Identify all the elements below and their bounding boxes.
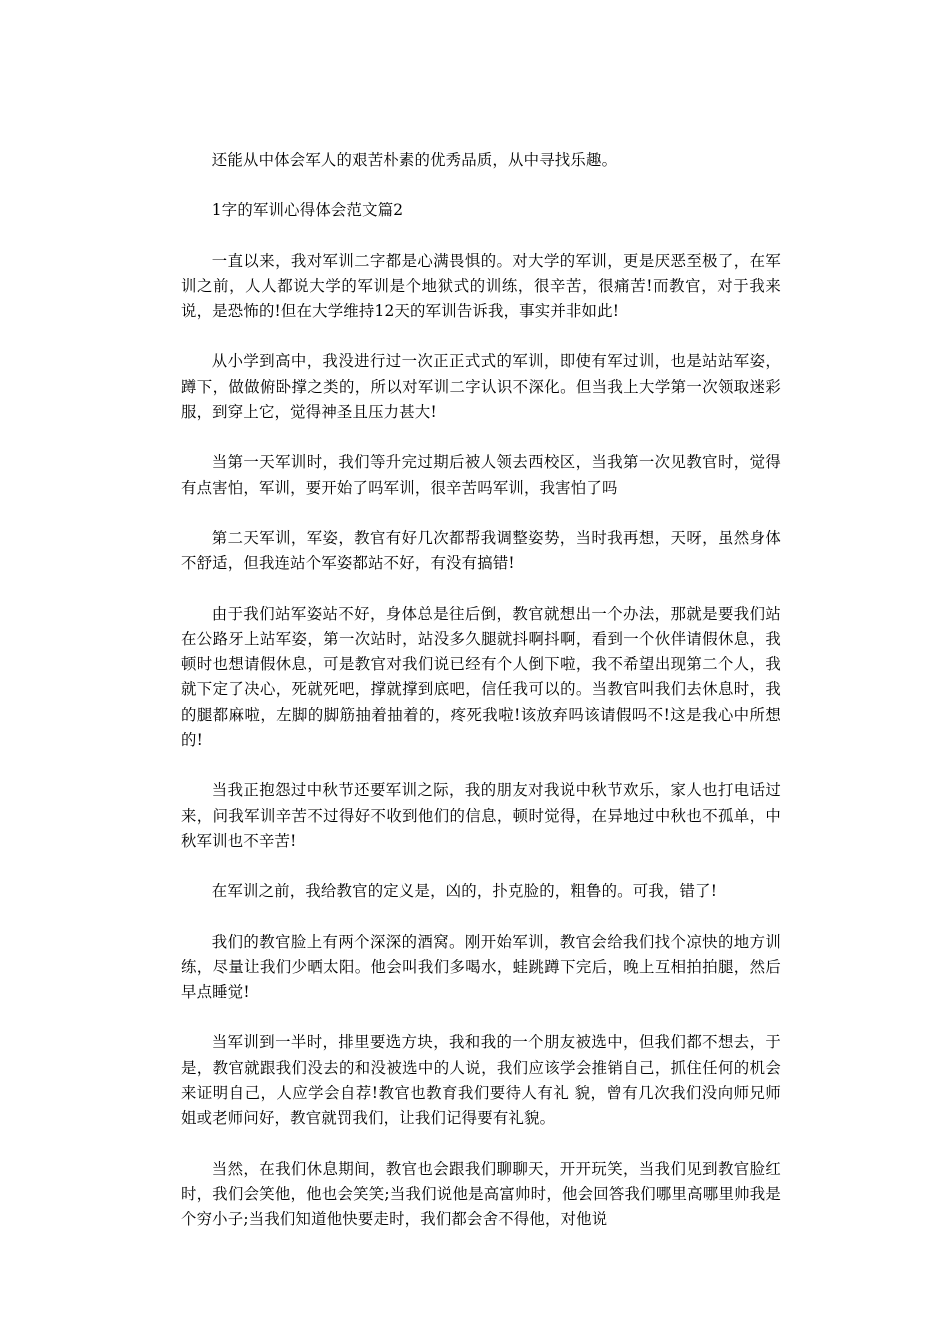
paragraph: 当军训到一半时，排里要选方块，我和我的一个朋友被选中，但我们都不想去，于是，教官就跟我们没去的和没被选中的人说，我们应该学会推销自己，抓住任何的机会来证明自己，人应学会自荐!教官也教育我们要待人有礼 貌，曾有几次我们没向师兄师姐或老师问好，教官就罚我们，让我们记得要有礼貌。 bbox=[181, 1033, 781, 1128]
paragraph: 我们的教官脸上有两个深深的酒窝。刚开始军训，教官会给我们找个凉快的地方训练，尽量让我们少晒太阳。他会叫我们多喝水，蛙跳蹲下完后，晚上互相拍拍腿，然后早点睡觉! bbox=[181, 932, 781, 1002]
document-body bbox=[181, 148, 781, 1258]
section-heading: 1字的军训心得体会范文篇2 bbox=[211, 201, 404, 220]
paragraph: 在军训之前，我给教官的定义是，凶的，扑克脸的，粗鲁的。可我，错了! bbox=[211, 882, 718, 901]
paragraph: 一直以来，我对军训二字都是心满畏惧的。对大学的军训，更是厌恶至极了，在军训之前，人人都说大学的军训是个地狱式的训练，很辛苦，很痛苦!而教官，对于我来说，是恐怖的!但在大学维持12天的军训告诉我，事实并非如此! bbox=[181, 251, 781, 321]
paragraph: 当我正抱怨过中秋节还要军训之际，我的朋友对我说中秋节欢乐，家人也打电话过来，问我军训辛苦不过得好不收到他们的信息，顿时觉得，在异地过中秋也不孤单，中秋军训也不辛苦! bbox=[181, 781, 781, 850]
paragraph: 第二天军训，军姿，教官有好几次都帮我调整姿势，当时我再想，天呀，虽然身体不舒适，但我连站个军姿都站不好，有没有搞错! bbox=[181, 528, 781, 573]
paragraph: 由于我们站军姿站不好，身体总是往后倒，教官就想出一个办法，那就是要我们站在公路牙上站军姿，第一次站时，站没多久腿就抖啊抖啊，看到一个伙伴请假休息，我顿时也想请假休息，可是教官对我们说已经有个人倒下啦，我不希望出现第二个人，我就下定了决心，死就死吧，撑就撑到底吧，信任我可以的。当教官叫我们去休息时，我的腿都麻啦，左脚的脚筋抽着抽着的，疼死我啦!该放弃吗该请假吗不!这是我心中所想的! bbox=[181, 604, 781, 750]
paragraph: 从小学到高中，我没进行过一次正正式式的军训，即使有军过训，也是站站军姿，蹲下，做做俯卧撑之类的，所以对军训二字认识不深化。但当我上大学第一次领取迷彩服，到穿上它，觉得神圣且压力甚大! bbox=[181, 352, 781, 422]
paragraph-intro: 还能从中体会军人的艰苦朴素的优秀品质，从中寻找乐趣。 bbox=[211, 151, 618, 169]
paragraph: 当然，在我们休息期间，教官也会跟我们聊聊天，开开玩笑，当我们见到教官脸红时，我们会笑他，他也会笑笑;当我们说他是高富帅时，他会回答我们哪里高哪里帅我是个穷小子;当我们知道他快要走时，我们都会舍不得他，对他说 bbox=[181, 1159, 781, 1229]
paragraph: 当第一天军训时，我们等升完过期后被人领去西校区，当我第一次见教官时，觉得有点害怕，军训，要开始了吗军训，很辛苦吗军训，我害怕了吗 bbox=[181, 453, 781, 497]
